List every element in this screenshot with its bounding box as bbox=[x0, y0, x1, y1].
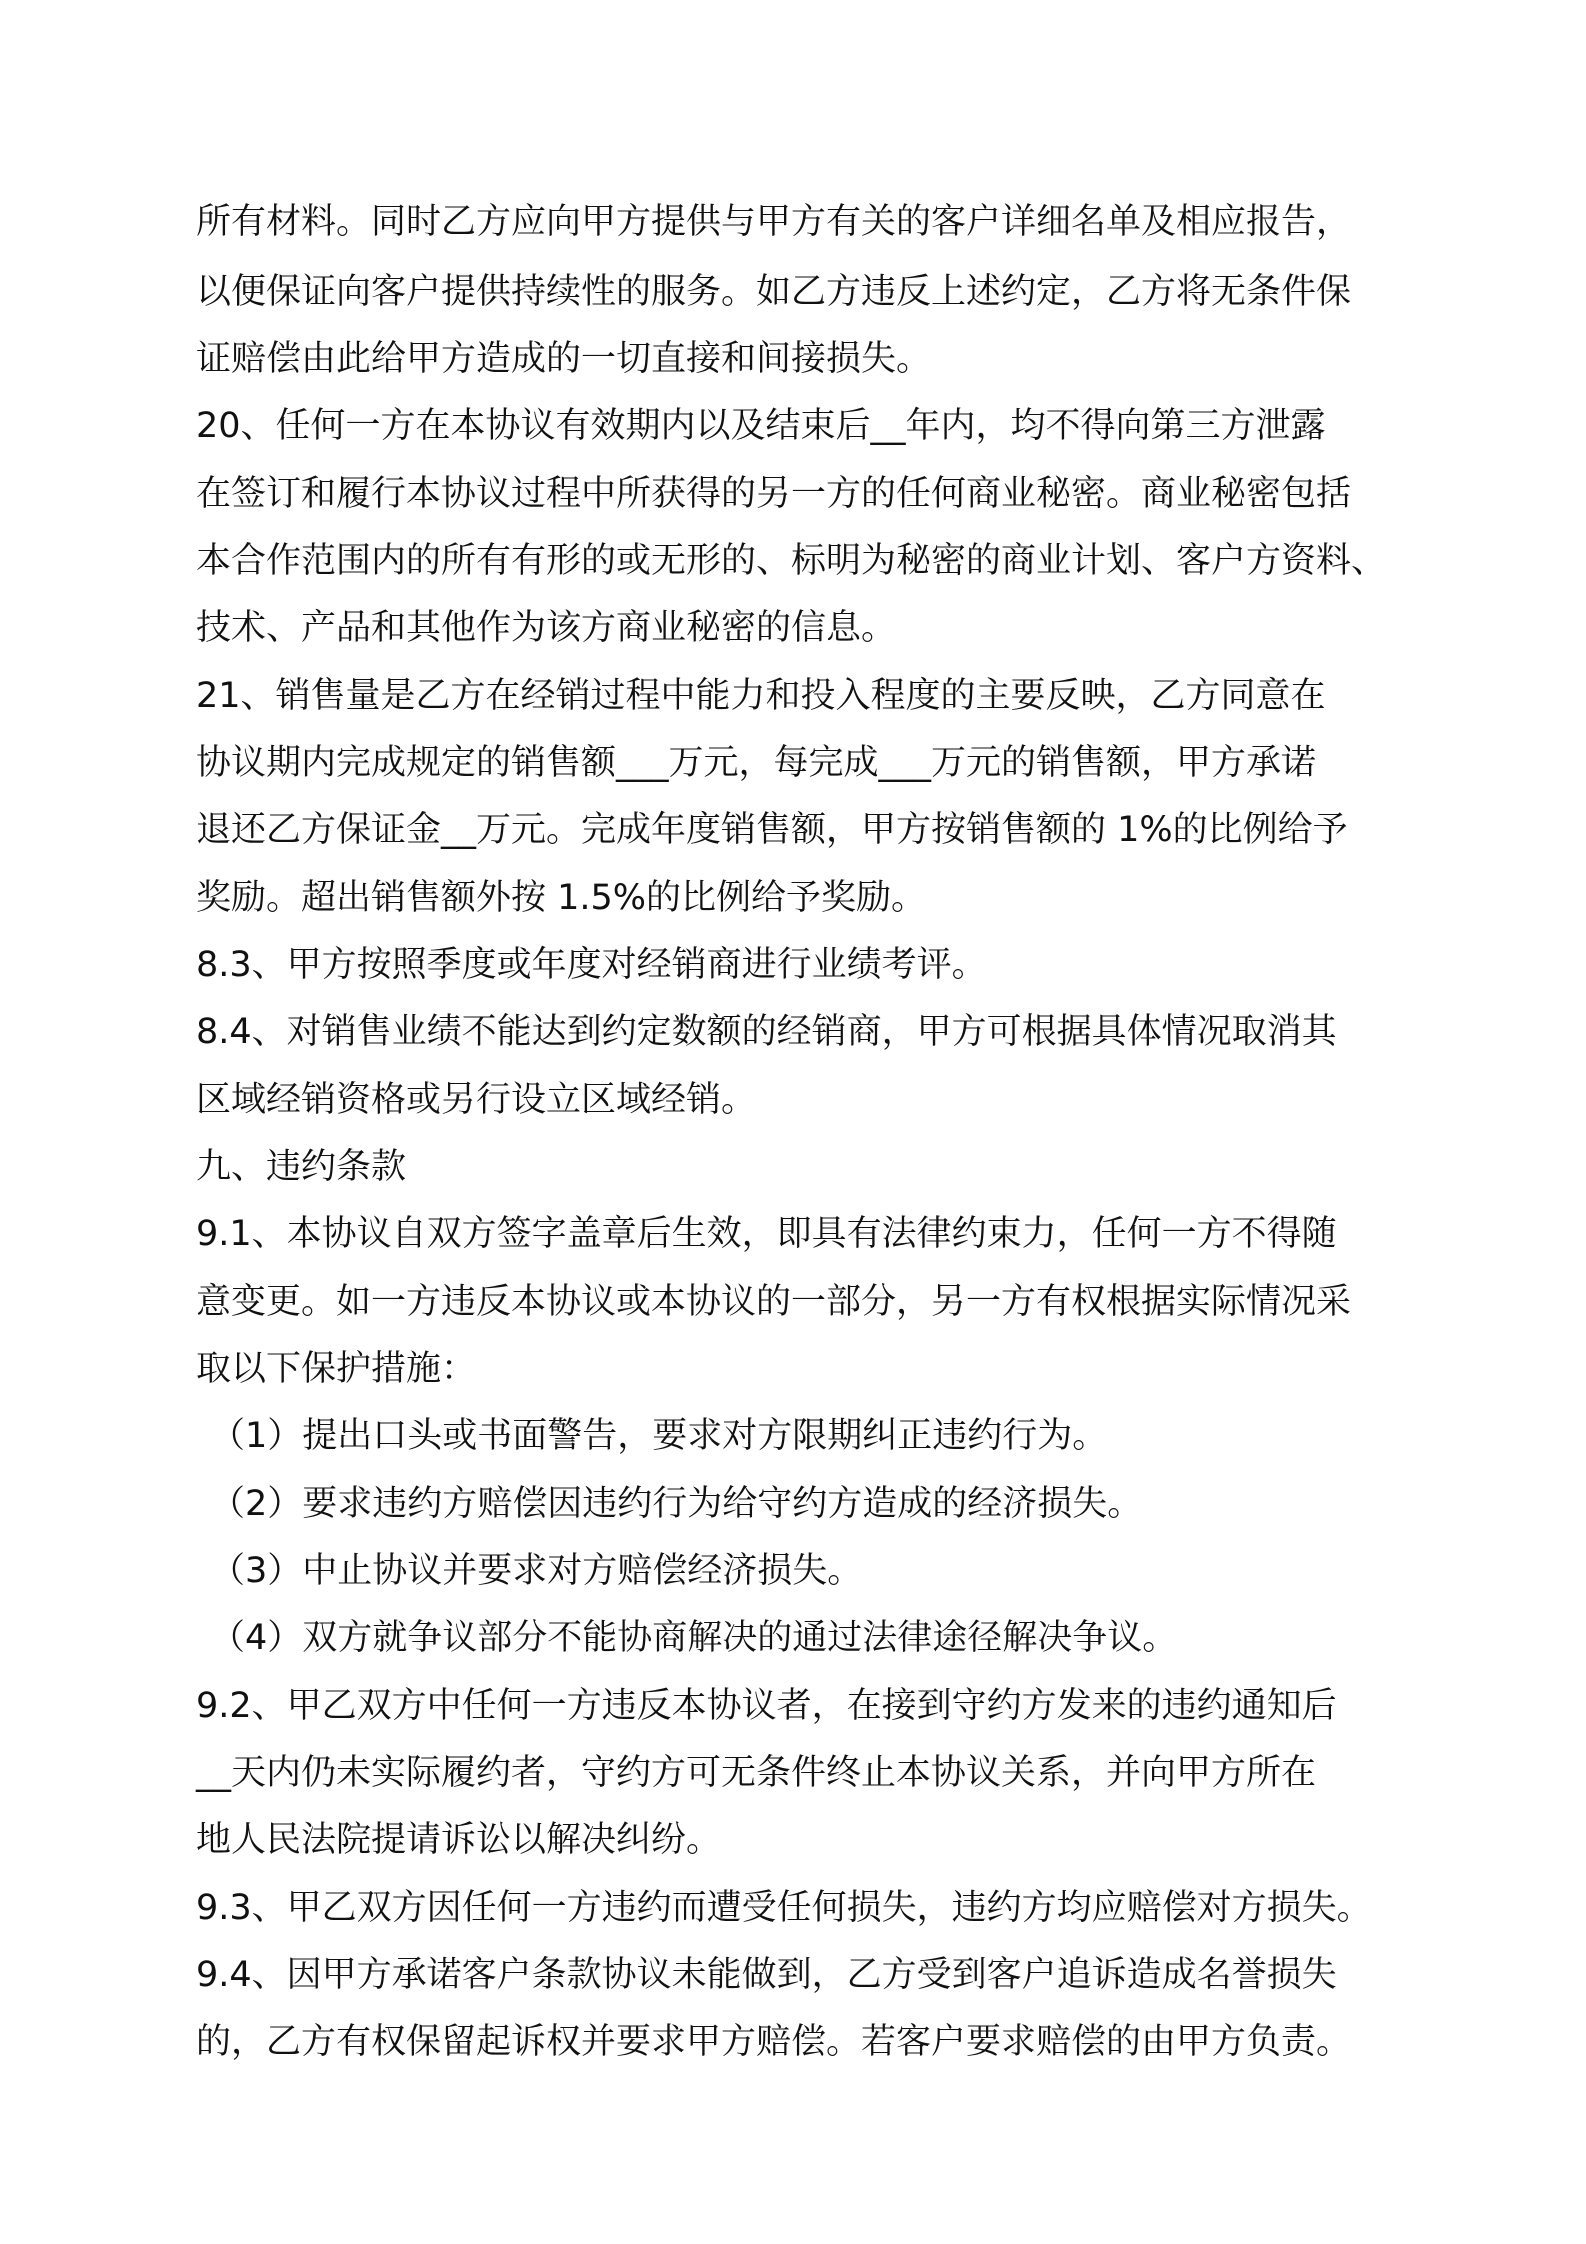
text-line: 的，乙方有权保留起诉权并要求甲方赔偿。若客户要求赔偿的由甲方负责。 bbox=[196, 2022, 1352, 2062]
text-line: 取以下保护措施： bbox=[196, 1349, 477, 1389]
text-line: 奖励。超出销售额外按 1.5%的比例给予奖励。 bbox=[196, 878, 927, 918]
text-line: 技术、产品和其他作为该方商业秘密的信息。 bbox=[196, 608, 897, 648]
text-line: 8.3、甲方按照季度或年度对经销商进行业绩考评。 bbox=[196, 945, 987, 985]
text-line: 在签订和履行本协议过程中所获得的另一方的任何商业秘密。商业秘密包括 bbox=[196, 474, 1352, 514]
text-line: 退还乙方保证金__万元。完成年度销售额，甲方按销售额的 1%的比例给予 bbox=[196, 810, 1348, 850]
text-line: 8.4、对销售业绩不能达到约定数额的经销商，甲方可根据具体情况取消其 bbox=[196, 1012, 1337, 1052]
text-line: 9.1、本协议自双方签字盖章后生效，即具有法律约束力，任何一方不得随 bbox=[196, 1214, 1337, 1254]
text-line: 9.3、甲乙双方因任何一方违约而遭受任何损失，违约方均应赔偿对方损失。 bbox=[196, 1888, 1372, 1928]
text-line: 证赔偿由此给甲方造成的一切直接和间接损失。 bbox=[196, 339, 932, 379]
text-line: 区域经销资格或另行设立区域经销。 bbox=[196, 1080, 757, 1120]
text-line: 协议期内完成规定的销售额___万元，每完成___万元的销售额，甲方承诺 bbox=[196, 743, 1317, 783]
list-item: （3）中止协议并要求对方赔偿经济损失。 bbox=[210, 1551, 863, 1591]
text-line: 以便保证向客户提供持续性的服务。如乙方违反上述约定，乙方将无条件保 bbox=[196, 272, 1352, 312]
text-line: 20、任何一方在本协议有效期内以及结束后__年内，均不得向第三方泄露 bbox=[196, 406, 1326, 446]
section-heading: 九、违约条款 bbox=[196, 1147, 407, 1187]
text-line: 9.4、因甲方承诺客户条款协议未能做到，乙方受到客户追诉造成名誉损失 bbox=[196, 1955, 1337, 1995]
text-line: 本合作范围内的所有有形的或无形的、标明为秘密的商业计划、客户方资料、 bbox=[196, 541, 1387, 581]
list-item: （2）要求违约方赔偿因违约行为给守约方造成的经济损失。 bbox=[210, 1484, 1143, 1524]
text-line: 所有材料。同时乙方应向甲方提供与甲方有关的客户详细名单及相应报告， bbox=[196, 202, 1352, 242]
text-line: __天内仍未实际履约者，守约方可无条件终止本协议关系，并向甲方所在 bbox=[196, 1753, 1317, 1793]
list-item: （1）提出口头或书面警告，要求对方限期纠正违约行为。 bbox=[210, 1416, 1108, 1456]
list-item: （4）双方就争议部分不能协商解决的通过法律途径解决争议。 bbox=[210, 1618, 1178, 1658]
text-line: 21、销售量是乙方在经销过程中能力和投入程度的主要反映，乙方同意在 bbox=[196, 676, 1326, 716]
text-line: 意变更。如一方违反本协议或本协议的一部分，另一方有权根据实际情况采 bbox=[196, 1282, 1352, 1322]
text-line: 9.2、甲乙双方中任何一方违反本协议者，在接到守约方发来的违约通知后 bbox=[196, 1686, 1337, 1726]
text-line: 地人民法院提请诉讼以解决纠纷。 bbox=[196, 1820, 722, 1860]
